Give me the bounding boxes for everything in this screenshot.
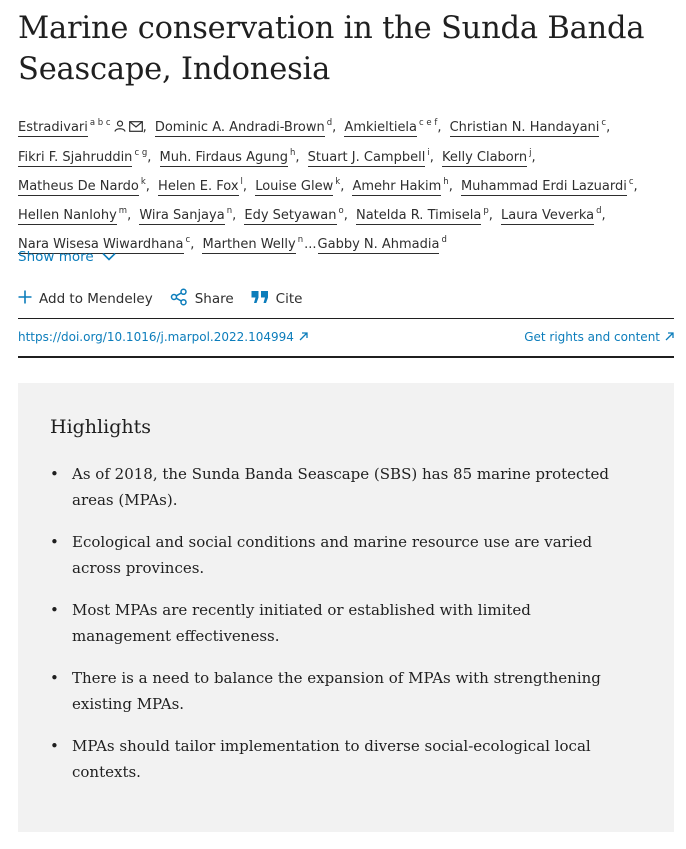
plus-icon: [18, 290, 32, 308]
cite-button[interactable]: [251, 290, 303, 308]
doi-link[interactable]: [18, 330, 308, 344]
get-rights-link[interactable]: [524, 330, 674, 344]
highlights-title: Highlights: [50, 416, 151, 438]
author-link[interactable]: Edy Setyawan $^o$: [244, 206, 344, 223]
author-link[interactable]: Marthen Welly $^n$: [202, 235, 304, 252]
highlight-item: • Most MPAs are recently initiated or established with limited management effectiveness.: [50, 597, 610, 649]
author-link[interactable]: Hellen Nanlohy $^m$: [18, 206, 128, 223]
highlight-item: • As of 2018, the Sunda Banda Seascape (SBS) has 85 marine protected areas (MPAs).: [50, 461, 610, 513]
highlight-item: • MPAs should tailor implementation to diverse social-ecological local contexts.: [50, 733, 610, 785]
external-link-icon: [665, 330, 674, 344]
author-link[interactable]: Estradivari $^{a b c}$: [18, 120, 143, 135]
highlight-item: • There is a need to balance the expansion of MPAs with strengthening existing MPAs.: [50, 665, 610, 717]
highlight-item: • Ecological and social conditions and marine resource use are varied across provinces.: [50, 529, 610, 581]
author-link[interactable]: Amkieltiela $^{c e f}$: [344, 118, 438, 135]
divider: [18, 318, 674, 319]
quote-icon: [251, 290, 269, 308]
author-link[interactable]: Laura Veverka $^d$: [501, 206, 602, 223]
article-title: Marine conservation in the Sunda Banda Seascape, Indonesia: [18, 11, 645, 87]
add-to-mendeley-button[interactable]: [18, 290, 153, 308]
author-link[interactable]: Christian N. Handayani $^c$: [449, 118, 607, 135]
author-link[interactable]: Muh. Firdaus Agung $^h$: [159, 148, 296, 165]
author-link[interactable]: Louise Glew $^k$: [255, 177, 341, 194]
author-link[interactable]: Nara Wisesa Wiwardhana $^c$: [18, 235, 191, 252]
author-link[interactable]: Fikri F. Sjahruddin $^{c g}$: [18, 148, 148, 165]
share-button[interactable]: [170, 288, 234, 310]
person-icon[interactable]: [114, 117, 126, 141]
add-to-mendeley-label: Add to Mendeley: [39, 291, 153, 307]
divider: [18, 356, 674, 358]
author-link[interactable]: Wira Sanjaya $^n$: [139, 206, 233, 223]
show-more-label: Show more: [18, 249, 94, 265]
share-label: Share: [194, 291, 234, 307]
author-link[interactable]: Kelly Claborn $^j$: [441, 148, 532, 165]
author-link[interactable]: Muhammad Erdi Lazuardi $^c$: [460, 177, 634, 194]
author-link[interactable]: Dominic A. Andradi-Brown $^d$: [154, 118, 333, 135]
mail-icon[interactable]: [129, 117, 143, 141]
highlights-panel: [18, 383, 674, 832]
author-ellipsis: ...: [304, 237, 317, 252]
doi-text: https://doi.org/10.1016/j.marpol.2022.104994: [18, 330, 294, 344]
author-link[interactable]: Matheus De Nardo $^k$: [18, 177, 146, 194]
share-icon: [170, 288, 188, 310]
author-link[interactable]: Gabby N. Ahmadia $^d$: [317, 235, 447, 252]
chevron-down-icon: [102, 249, 116, 265]
show-more-button[interactable]: [18, 249, 116, 265]
article-actions: [18, 288, 319, 310]
highlights-list: [50, 461, 610, 801]
get-rights-label: Get rights and content: [524, 330, 660, 344]
author-link[interactable]: Stuart J. Campbell $^i$: [307, 148, 430, 165]
cite-label: Cite: [275, 291, 303, 307]
author-list: Estradivari $^{a b c}$ , Dominic A. Andradi-Brown $^d$, Amkieltiela $^{c e f}$, Christian N. Handayani $^c$, Fikri F. Sjahruddin $^{c g}$, Muh. Firdaus Agung $^h$, Stuart J. Campbell $^i$, Kelly Claborn $^j$, Matheus De Nardo $^k$, Helen E. Fox $^l$, Louise Glew $^k$, Amehr Hakim $^h$, Muhammad Erdi Lazuardi $^c$, Hellen Nanlohy $^m$, Wira Sanjaya $^n$, Edy Setyawan $^o$, Natelda R. Timisela $^p$, Laura Veverka $^d$, Nara Wisesa Wiwardhana $^c$, Marthen Welly $^n$...Gabby N. Ahmadia $^d$: [18, 118, 638, 252]
author-link[interactable]: Amehr Hakim $^h$: [352, 177, 449, 194]
author-link[interactable]: Natelda R. Timisela $^p$: [355, 206, 489, 223]
author-link[interactable]: Helen E. Fox $^l$: [158, 177, 243, 194]
external-link-icon: [299, 330, 308, 344]
